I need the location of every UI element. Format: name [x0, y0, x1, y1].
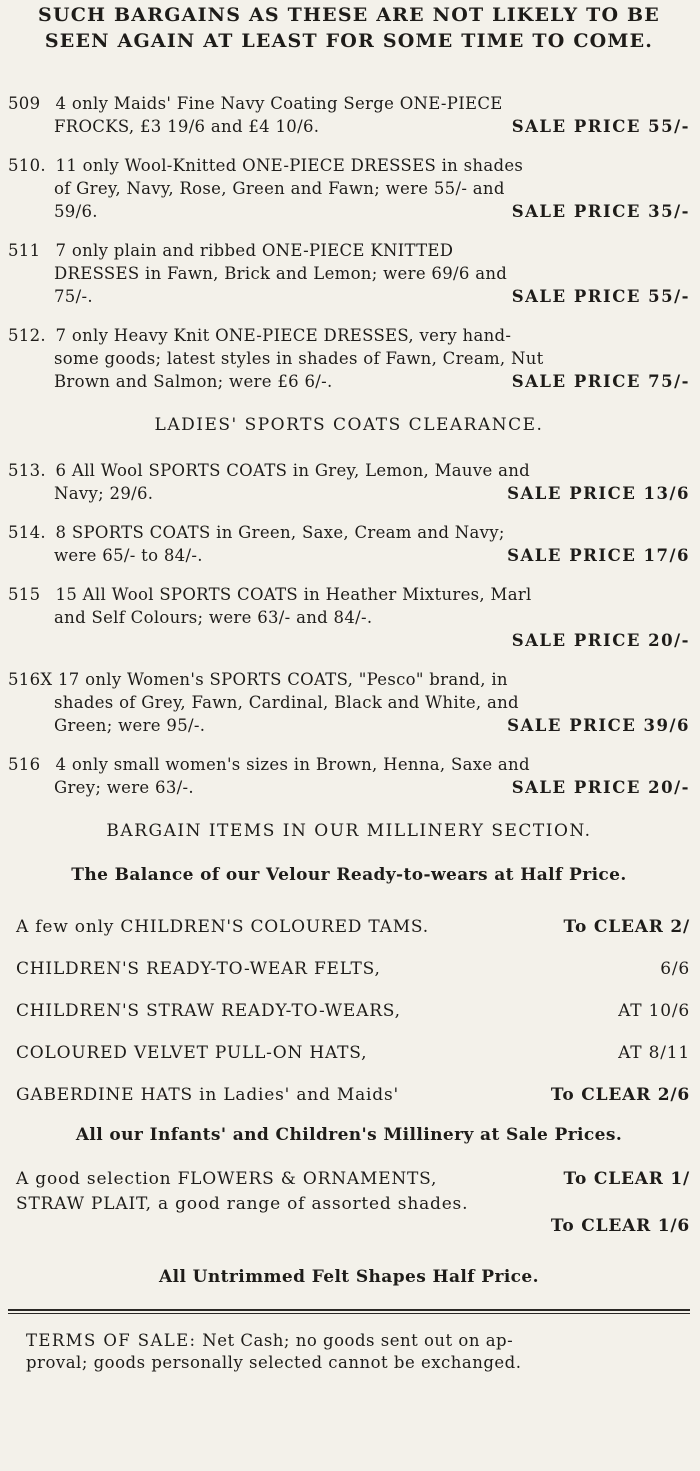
list-item — [16, 1083, 690, 1107]
item-line-1: 6 All Wool SPORTS COATS in Grey, Lemon, Mauve and — [55, 461, 531, 480]
item-line-3: Brown and Salmon; were £6 6/-. — [54, 372, 333, 391]
item-number: 509 — [8, 94, 41, 113]
millinery-item-text: COLOURED VELVET PULL-ON HATS, — [16, 1043, 368, 1063]
velour-note: The Balance of our Velour Ready-to-wears at Half Price. — [71, 865, 627, 885]
item-number: 515 — [8, 585, 41, 604]
millinery-list — [8, 915, 690, 1107]
item-number: 514. — [8, 523, 46, 542]
millinery-item-text: CHILDREN'S READY-TO-WEAR FELTS, — [16, 959, 381, 979]
millinery-item-price: To CLEAR 2/ — [563, 917, 690, 937]
millinery-item-price: AT 8/11 — [618, 1043, 690, 1063]
sale-price: SALE PRICE 13/6 — [507, 484, 690, 503]
item-line-2: and Self Colours; were 63/- and 84/-. — [54, 608, 373, 627]
item-line-1: 4 only Maids' Fine Navy Coating Serge ONE-PIECE — [55, 94, 503, 113]
item-line-3: 75/-. — [54, 287, 93, 306]
item-line-2: Grey; were 63/-. — [54, 778, 194, 797]
list-item — [8, 521, 690, 567]
banner-heading — [8, 0, 690, 54]
coats-list — [8, 459, 690, 799]
flowers-price: To CLEAR 1/ — [563, 1169, 690, 1189]
list-item — [16, 957, 690, 981]
frocks-list — [8, 92, 690, 393]
list-item — [8, 753, 690, 799]
list-item — [8, 668, 690, 737]
divider — [8, 1309, 690, 1311]
item-line-1: 7 only Heavy Knit ONE-PIECE DRESSES, very hand- — [55, 326, 512, 345]
item-number: 516 — [8, 755, 41, 774]
item-line-2: Navy; 29/6. — [54, 484, 154, 503]
sale-price: SALE PRICE 20/- — [511, 631, 690, 650]
sale-price: SALE PRICE 55/- — [511, 117, 690, 136]
item-line-3: 59/6. — [54, 202, 98, 221]
item-line-2: DRESSES in Fawn, Brick and Lemon; were 69/6 and — [54, 264, 508, 283]
list-item — [8, 92, 690, 138]
list-item — [8, 239, 690, 308]
list-item — [8, 154, 690, 223]
item-number: 513. — [8, 461, 46, 480]
banner-line-2: SEEN AGAIN AT LEAST FOR SOME TIME TO COME. — [44, 30, 654, 52]
terms-of-sale — [26, 1330, 690, 1374]
item-line-1: 17 only Women's SPORTS COATS, "Pesco" brand, in — [58, 670, 508, 689]
infants-note: All our Infants' and Children's Millinery at Sale Prices. — [75, 1125, 623, 1145]
sale-price: SALE PRICE 75/- — [511, 372, 690, 391]
item-line-1: 7 only plain and ribbed ONE-PIECE KNITTED — [55, 241, 454, 260]
millinery-heading: BARGAIN ITEMS IN OUR MILLINERY SECTION. — [106, 821, 592, 841]
sale-price: SALE PRICE 39/6 — [507, 716, 690, 735]
millinery-item-text: CHILDREN'S STRAW READY-TO-WEARS, — [16, 1001, 401, 1021]
straw-price: To CLEAR 1/6 — [550, 1216, 690, 1236]
list-item — [8, 583, 690, 652]
millinery-item-price: AT 10/6 — [618, 1001, 690, 1021]
straw-plait-item — [16, 1193, 690, 1237]
item-line-2: FROCKS, £3 19/6 and £4 10/6. — [54, 117, 320, 136]
banner-line-1: SUCH BARGAINS AS THESE ARE NOT LIKELY TO BE — [38, 4, 660, 26]
list-item — [8, 459, 690, 505]
untrimmed-note: All Untrimmed Felt Shapes Half Price. — [159, 1267, 539, 1287]
sale-price: SALE PRICE 55/- — [511, 287, 690, 306]
sale-price: SALE PRICE 20/- — [511, 778, 690, 797]
sports-coats-heading: LADIES' SPORTS COATS CLEARANCE. — [154, 415, 544, 435]
item-number: 511 — [8, 241, 41, 260]
item-number: 516X — [8, 670, 53, 689]
terms-label: TERMS OF SALE: — [26, 1331, 197, 1350]
item-line-2: of Grey, Navy, Rose, Green and Fawn; were 55/- and — [54, 179, 505, 198]
millinery-item-price: To CLEAR 2/6 — [550, 1085, 690, 1105]
sale-price: SALE PRICE 35/- — [511, 202, 690, 221]
divider — [8, 1313, 690, 1314]
item-line-1: 15 All Wool SPORTS COATS in Heather Mixtures, Marl — [55, 585, 532, 604]
item-line-2: were 65/- to 84/-. — [54, 546, 203, 565]
terms-line-1: Net Cash; no goods sent out on ap- — [202, 1331, 514, 1350]
straw-text: STRAW PLAIT, a good range of assorted shades. — [16, 1194, 469, 1214]
item-number: 510. — [8, 156, 46, 175]
list-item — [16, 915, 690, 939]
item-line-1: 4 only small women's sizes in Brown, Henna, Saxe and — [55, 755, 530, 774]
item-line-2: shades of Grey, Fawn, Cardinal, Black and White, and — [54, 693, 519, 712]
list-item — [16, 1041, 690, 1065]
flowers-line — [16, 1167, 690, 1191]
list-item — [8, 324, 690, 393]
item-line-2: some goods; latest styles in shades of Fawn, Cream, Nut — [54, 349, 544, 368]
item-line-1: 11 only Wool-Knitted ONE-PIECE DRESSES in shades — [55, 156, 524, 175]
sale-price: SALE PRICE 17/6 — [507, 546, 690, 565]
millinery-item-text: A few only CHILDREN'S COLOURED TAMS. — [16, 917, 429, 937]
flowers-text: A good selection FLOWERS & ORNAMENTS, — [16, 1169, 438, 1189]
list-item — [16, 999, 690, 1023]
item-line-3: Green; were 95/-. — [54, 716, 206, 735]
item-number: 512. — [8, 326, 46, 345]
item-line-1: 8 SPORTS COATS in Green, Saxe, Cream and Navy; — [55, 523, 505, 542]
millinery-item-text: GABERDINE HATS in Ladies' and Maids' — [16, 1085, 399, 1105]
terms-line-2: proval; goods personally selected cannot be exchanged. — [26, 1353, 522, 1372]
millinery-item-price: 6/6 — [660, 959, 690, 979]
